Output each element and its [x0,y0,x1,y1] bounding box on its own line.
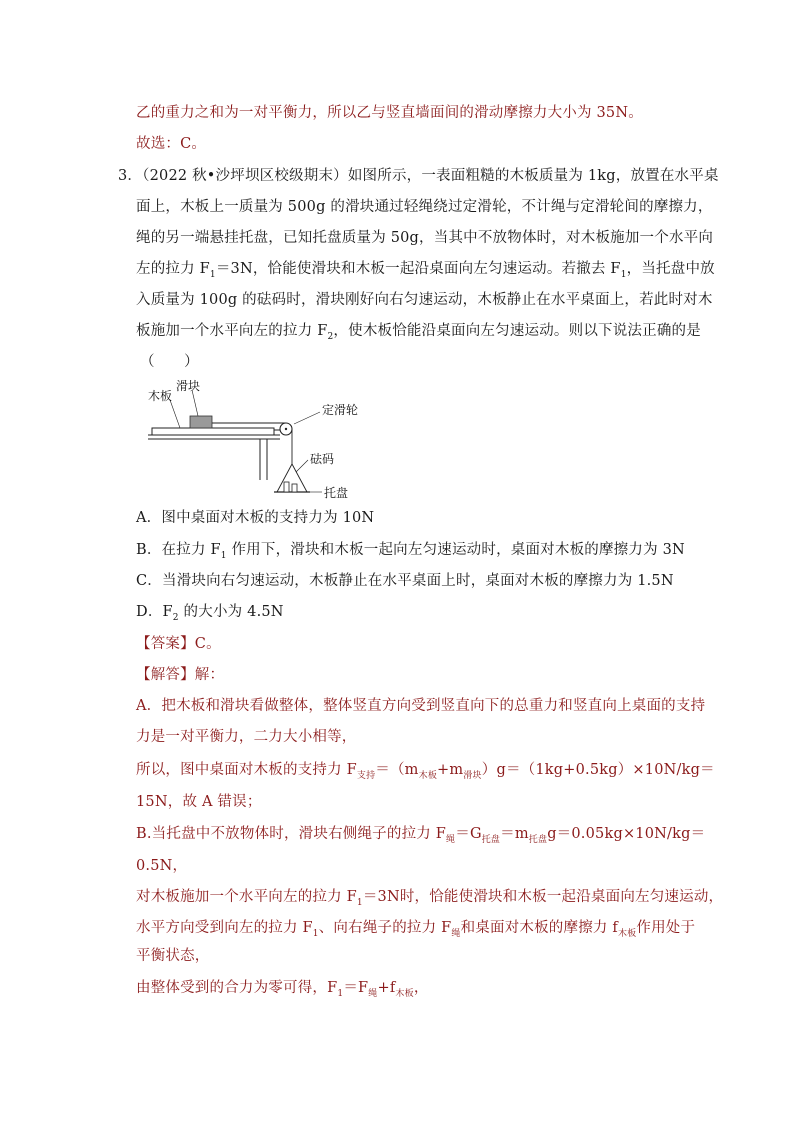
analysis-a-line-1: A．把木板和滑块看做整体，整体竖直方向受到竖直向下的总重力和竖直向上桌面的支持 [136,698,706,714]
weight-2 [292,484,297,492]
option-a: A．图中桌面对木板的支持力为 10N [136,510,375,526]
analysis-tag: 【解答】解： [136,667,225,683]
analysis-b-line-2: 0.5N， [136,858,188,874]
physics-diagram [140,372,370,502]
option-b: B．在拉力 $F_1$ 作用下，滑块和木板一起向左匀速运动时，桌面对木板的摩擦力为 3N [136,542,685,561]
question-line-6: 板施加一个水平向左的拉力 $F_2$，使木板恰能沿桌面向左匀速运动。则以下说法正确的是 [136,323,701,342]
analysis-a-line-4: 15N，故 A 错误； [136,794,262,810]
analysis-a-line-3: 所以，图中桌面对木板的支持力 $F_{支持}=(m_{木板}+m_{滑块})g=(1kg+0.5kg)\times 10N/kg=$ [136,762,715,781]
question-line-2: 面上，木板上一质量为 500g 的滑块通过轻绳绕过定滑轮，不计绳与定滑轮间的摩擦力， [136,199,713,215]
question-line-3: 绳的另一端悬挂托盘，已知托盘质量为 50g，当其中不放物体时，对木板施加一个水平向 [136,230,714,246]
answer-tag: 【答案】C。 [136,636,221,652]
option-d: D．$F_2$ 的大小为 4.5N [136,604,284,623]
label-board: 木板 [148,389,173,403]
board [152,428,274,435]
label-slider: 滑块 [176,379,201,393]
question-line-5: 入质量为 100g 的砝码时，滑块刚好向右匀速运动，木板静止在水平桌面上，若此时对木 [136,292,713,308]
option-c: C．当滑块向右匀速运动，木板静止在水平桌面上时，桌面对木板的摩擦力为 1.5N [136,573,674,589]
slider-block [190,416,212,428]
weight-1 [284,482,289,492]
label-weight: 砝码 [310,452,335,466]
analysis-b-line-5: 平衡状态， [136,948,210,964]
prev-answer-conclusion: 故选：C。 [136,136,207,152]
analysis-b-line-4: 水平方向受到向左的拉力 $F_1$、向右绳子的拉力 $F_绳$和桌面对木板的摩擦力 $f_{木板}$作用处于 [136,920,696,939]
question-line-1: 3．（2022 秋•沙坪坝区校级期末）如图所示，一表面粗糙的木板质量为 1kg，放置在水平桌 [118,168,719,184]
prev-answer-line: 乙的重力之和为一对平衡力，所以乙与竖直墙面间的滑动摩擦力大小为 35N。 [136,105,643,121]
question-line-4: 左的拉力 $F_1=3N$，恰能使滑块和木板一起沿桌面向左匀速运动。若撤去 $F_1$，当托盘中放 [136,261,715,280]
label-pulley: 定滑轮 [322,403,359,417]
analysis-b-line-3: 对木板施加一个水平向左的拉力 $F_1=3N$时，恰能使滑块和木板一起沿桌面向左匀速运动， [136,889,724,908]
answer-blank: （ ） [140,354,199,370]
analysis-b-line-6: 由整体受到的合力为零可得，$F_1=F_绳+f_{木板}$， [136,980,429,999]
analysis-a-line-2: 力是一对平衡力，二力大小相等， [136,729,357,745]
analysis-b-line-1: B.当托盘中不放物体时，滑块右侧绳子的拉力 $F_绳=G_{托盘}=m_{托盘}g=0.05kg\times 10N/kg=$ [136,826,706,845]
label-tray: 托盘 [324,486,349,500]
